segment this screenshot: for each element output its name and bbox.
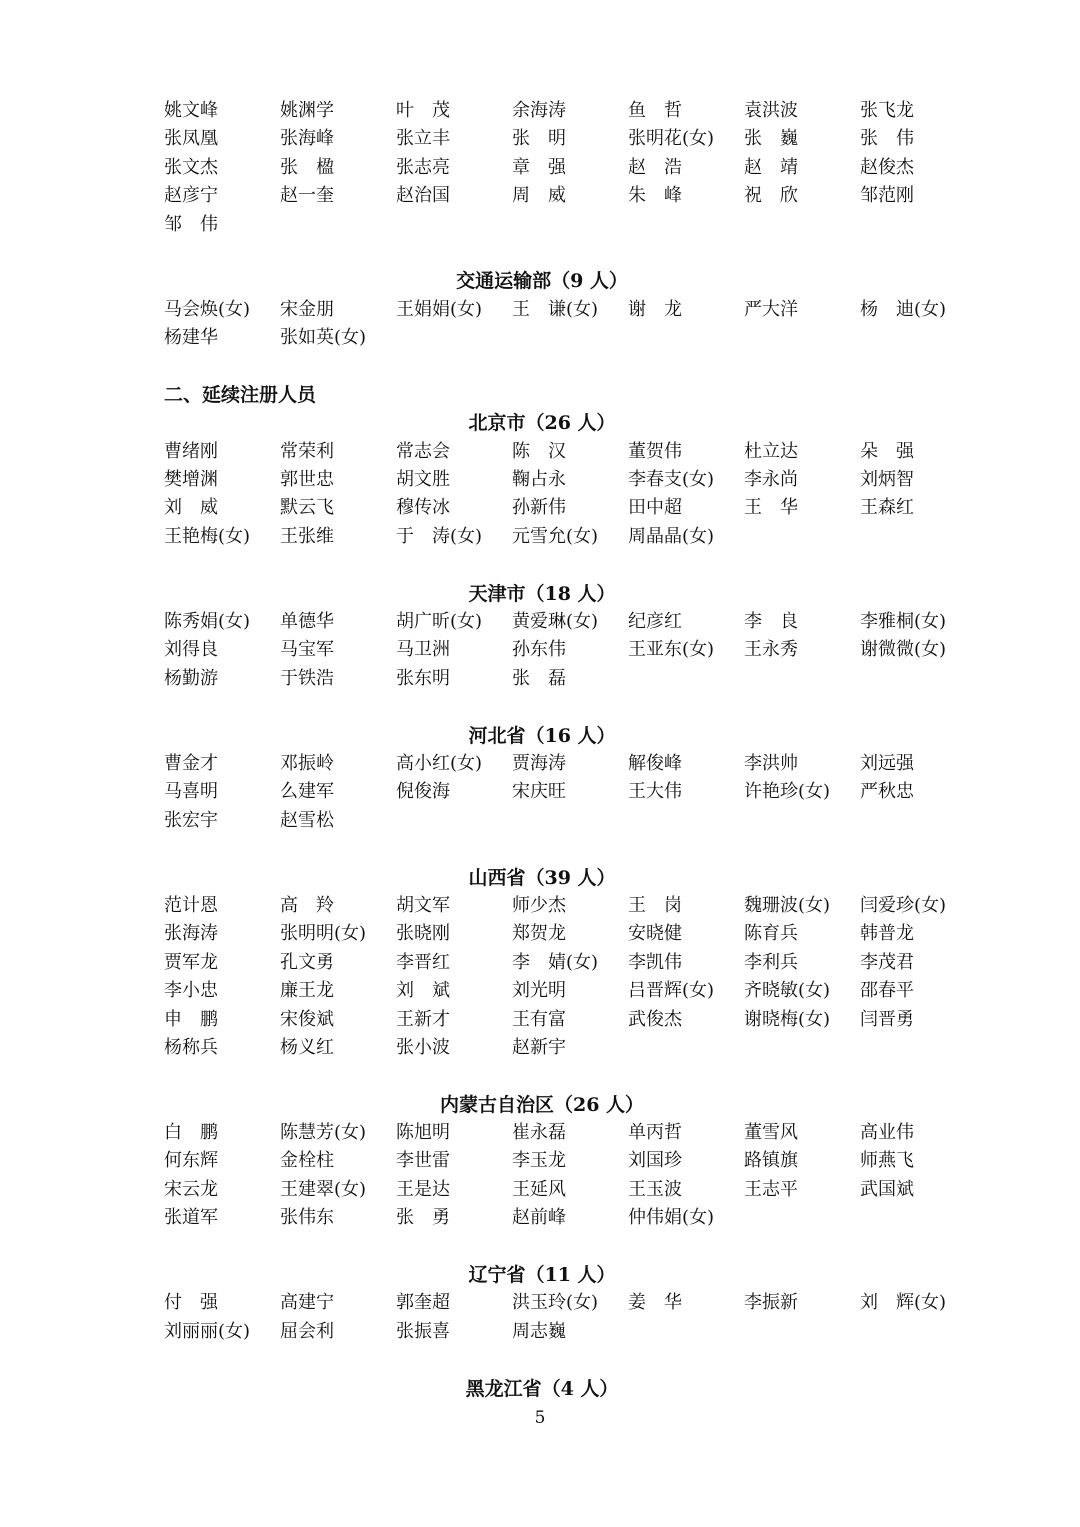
person-name: 刘 斌 xyxy=(396,980,450,1002)
content-area xyxy=(164,97,976,1403)
person-name: 张宏宇 xyxy=(164,809,218,831)
name-grid-transport xyxy=(164,296,976,353)
name-grid xyxy=(164,750,976,835)
person-name: 郭世忠 xyxy=(280,469,334,491)
person-name: 倪俊海 xyxy=(396,781,450,803)
spacer xyxy=(164,1062,976,1090)
person-name: 师燕飞 xyxy=(860,1150,914,1172)
person-name: 严大洋 xyxy=(744,298,798,320)
person-name: 谢晓梅(女) xyxy=(744,1008,831,1030)
person-name: 刘远强 xyxy=(860,752,914,774)
person-name: 王艳梅(女) xyxy=(164,525,251,547)
person-name: 仲伟娟(女) xyxy=(628,1207,715,1229)
person-name: 王永秀 xyxy=(744,639,798,661)
person-name: 高建宁 xyxy=(280,1292,334,1314)
person-name: 王玉波 xyxy=(628,1178,682,1200)
person-name: 张凤凰 xyxy=(164,128,218,150)
person-name: 李小忠 xyxy=(164,980,218,1002)
person-name: 胡广昕(女) xyxy=(396,611,483,633)
person-name: 姚渊学 xyxy=(280,100,334,121)
person-name: 王有富 xyxy=(512,1008,566,1030)
person-name: 张明花(女) xyxy=(628,128,715,150)
person-name: 叶 茂 xyxy=(396,100,450,121)
person-name: 王森红 xyxy=(860,497,914,519)
person-name: 安晓健 xyxy=(628,923,682,945)
person-name: 宋庆旺 xyxy=(512,781,566,803)
person-name: 李雅桐(女) xyxy=(860,611,947,633)
person-name: 李茂君 xyxy=(860,951,914,973)
person-name: 田中超 xyxy=(628,497,682,519)
person-name: 穆传冰 xyxy=(396,497,450,519)
person-name: 周志巍 xyxy=(512,1320,566,1342)
person-name: 高 羚 xyxy=(280,894,334,916)
person-name: 黄爱琳(女) xyxy=(512,611,599,633)
person-name: 郑贺龙 xyxy=(512,923,566,945)
name-grid xyxy=(164,892,976,1062)
person-name: 王 华 xyxy=(744,497,798,519)
person-name: 杨勤游 xyxy=(164,667,218,689)
person-name: 高业伟 xyxy=(860,1122,914,1144)
person-name: 张志亮 xyxy=(396,156,450,178)
person-name: 祝 欣 xyxy=(744,185,798,207)
person-name: 曹绪刚 xyxy=(164,440,218,462)
person-name: 付 强 xyxy=(164,1292,218,1314)
person-name: 周 威 xyxy=(512,185,566,207)
person-name: 赵 靖 xyxy=(744,156,798,178)
person-name: 李晋红 xyxy=(396,951,450,973)
person-name: 郭奎超 xyxy=(396,1292,450,1314)
person-name: 何东辉 xyxy=(164,1150,218,1172)
person-name: 纪彦红 xyxy=(628,611,682,633)
person-name: 赵雪松 xyxy=(280,809,334,831)
person-name: 王娟娟(女) xyxy=(396,298,483,320)
spacer xyxy=(164,1346,976,1374)
province-groups xyxy=(164,409,976,1374)
province-heading: 内蒙古自治区（26 人） xyxy=(439,1093,645,1116)
person-name: 齐晓敏(女) xyxy=(744,980,831,1002)
heading-heilongjiang: 黑龙江省（4 人） xyxy=(465,1377,619,1400)
person-name: 杜立达 xyxy=(744,440,798,462)
person-name: 默云飞 xyxy=(280,497,334,519)
person-name: 陈育兵 xyxy=(744,923,798,945)
person-name: 王张维 xyxy=(280,525,334,547)
person-name: 张振喜 xyxy=(396,1320,450,1342)
person-name: 马喜明 xyxy=(164,781,218,803)
person-name: 张如英(女) xyxy=(280,327,367,349)
person-name: 张飞龙 xyxy=(860,100,914,121)
person-name: 刘 威 xyxy=(164,497,218,519)
person-name: 姚文峰 xyxy=(164,100,218,121)
person-name: 严秋忠 xyxy=(860,781,914,803)
person-name: 张东明 xyxy=(396,667,450,689)
spacer xyxy=(164,551,976,579)
person-name: 洪玉玲(女) xyxy=(512,1292,599,1314)
heading-transport: 交通运输部（9 人） xyxy=(456,270,628,293)
person-name: 武俊杰 xyxy=(628,1008,682,1030)
person-name: 赵前峰 xyxy=(512,1207,566,1229)
person-name: 鞠占永 xyxy=(512,469,566,491)
person-name: 张道军 xyxy=(164,1207,218,1229)
person-name: 张明明(女) xyxy=(280,923,367,945)
person-name: 金栓柱 xyxy=(280,1150,334,1172)
person-name: 杨称兵 xyxy=(164,1036,218,1058)
person-name: 闫爱珍(女) xyxy=(860,894,947,916)
person-name: 李玉龙 xyxy=(512,1150,566,1172)
spacer xyxy=(164,239,976,267)
person-name: 王是达 xyxy=(396,1178,450,1200)
spacer xyxy=(164,835,976,863)
person-name: 袁洪波 xyxy=(744,100,798,121)
person-name: 谢微微(女) xyxy=(860,639,947,661)
person-name: 申 鹏 xyxy=(164,1008,218,1030)
person-name: 王新才 xyxy=(396,1008,450,1030)
person-name: 贾海涛 xyxy=(512,752,566,774)
person-name: 章 强 xyxy=(512,156,566,178)
person-name: 张 磊 xyxy=(512,667,566,689)
person-name: 胡文军 xyxy=(396,894,450,916)
person-name: 刘 辉(女) xyxy=(860,1292,947,1314)
person-name: 陈 汉 xyxy=(512,440,566,462)
person-name: 魏珊波(女) xyxy=(744,894,831,916)
spacer xyxy=(164,693,976,721)
person-name: 刘得良 xyxy=(164,639,218,661)
page-number: 5 xyxy=(534,1408,546,1428)
person-name: 董雪风 xyxy=(744,1122,798,1144)
person-name: 屈会利 xyxy=(280,1320,334,1342)
person-name: 樊增渊 xyxy=(164,469,218,491)
person-name: 刘国珍 xyxy=(628,1150,682,1172)
province-heading: 辽宁省（11 人） xyxy=(468,1264,616,1287)
person-name: 张立丰 xyxy=(396,128,450,150)
person-name: 张晓刚 xyxy=(396,923,450,945)
person-name: 刘光明 xyxy=(512,980,566,1002)
person-name: 赵彦宁 xyxy=(164,185,218,207)
person-name: 邵春平 xyxy=(860,980,914,1002)
person-name: 鱼 哲 xyxy=(628,100,682,121)
person-name: 谢 龙 xyxy=(628,298,682,320)
person-name: 于 涛(女) xyxy=(396,525,483,547)
person-name: 宋云龙 xyxy=(164,1178,218,1200)
person-name: 赵一奎 xyxy=(280,185,334,207)
person-name: 师少杰 xyxy=(512,894,566,916)
person-name: 李永尚 xyxy=(744,469,798,491)
person-name: 张 伟 xyxy=(860,128,914,150)
person-name: 路镇旗 xyxy=(744,1150,798,1172)
person-name: 邹范刚 xyxy=(860,185,914,207)
person-name: 常荣利 xyxy=(280,440,334,462)
person-name: 宋金朋 xyxy=(280,298,334,320)
person-name: 赵新宇 xyxy=(512,1036,566,1058)
province-heading: 天津市（18 人） xyxy=(468,582,616,605)
person-name: 武国斌 xyxy=(860,1178,914,1200)
person-name: 闫晋勇 xyxy=(860,1008,914,1030)
person-name: 王 岗 xyxy=(628,894,682,916)
person-name: 孙东伟 xyxy=(512,639,566,661)
person-name: 张伟东 xyxy=(280,1207,334,1229)
person-name: 李 良 xyxy=(744,611,798,633)
person-name: 李春支(女) xyxy=(628,469,715,491)
person-name: 张小波 xyxy=(396,1036,450,1058)
person-name: 王志平 xyxy=(744,1178,798,1200)
person-name: 单丙哲 xyxy=(628,1122,682,1144)
person-name: 许艳珍(女) xyxy=(744,781,831,803)
person-name: 张文杰 xyxy=(164,156,218,178)
person-name: 单德华 xyxy=(280,611,334,633)
person-name: 范计恩 xyxy=(164,894,218,916)
person-name: 余海涛 xyxy=(512,100,566,121)
person-name: 姜 华 xyxy=(628,1292,682,1314)
person-name: 王延风 xyxy=(512,1178,566,1200)
person-name: 马卫洲 xyxy=(396,639,450,661)
person-name: 陈旭明 xyxy=(396,1122,450,1144)
person-name: 韩普龙 xyxy=(860,923,914,945)
person-name: 赵 浩 xyxy=(628,156,682,178)
name-grid xyxy=(164,1119,976,1233)
spacer xyxy=(164,1233,976,1261)
person-name: 董贺伟 xyxy=(628,440,682,462)
person-name: 贾军龙 xyxy=(164,951,218,973)
name-grid xyxy=(164,608,976,693)
person-name: 陈秀娟(女) xyxy=(164,611,251,633)
province-heading: 山西省（39 人） xyxy=(468,866,616,889)
person-name: 王亚东(女) xyxy=(628,639,715,661)
person-name: 解俊峰 xyxy=(628,752,682,774)
person-name: 李利兵 xyxy=(744,951,798,973)
person-name: 杨 迪(女) xyxy=(860,298,947,320)
person-name: 马宝军 xyxy=(280,639,334,661)
person-name: 马会焕(女) xyxy=(164,298,251,320)
spacer xyxy=(164,353,976,381)
person-name: 周晶晶(女) xyxy=(628,525,715,547)
person-name: 胡文胜 xyxy=(396,469,450,491)
person-name: 刘丽丽(女) xyxy=(164,1320,251,1342)
person-name: 孔文勇 xyxy=(280,951,334,973)
person-name: 孙新伟 xyxy=(512,497,566,519)
person-name: 朵 强 xyxy=(860,440,914,462)
person-name: 李凯伟 xyxy=(628,951,682,973)
section-title-renewal: 二、延续注册人员 xyxy=(164,383,317,406)
person-name: 常志会 xyxy=(396,440,450,462)
person-name: 张海涛 xyxy=(164,923,218,945)
person-name: 崔永磊 xyxy=(512,1122,566,1144)
province-heading: 河北省（16 人） xyxy=(468,724,616,747)
person-name: 宋俊斌 xyxy=(280,1008,334,1030)
person-name: 王大伟 xyxy=(628,781,682,803)
person-name: 吕晋辉(女) xyxy=(628,980,715,1002)
person-name: 王建翠(女) xyxy=(280,1178,367,1200)
person-name: 杨义红 xyxy=(280,1036,334,1058)
person-name: 王 谦(女) xyxy=(512,298,599,320)
person-name: 李振新 xyxy=(744,1292,798,1314)
person-name: 元雪允(女) xyxy=(512,525,599,547)
name-grid xyxy=(164,438,976,552)
name-grid xyxy=(164,1289,976,1346)
person-name: 邓振岭 xyxy=(280,752,334,774)
person-name: 张 明 xyxy=(512,128,566,150)
person-name: 李 婧(女) xyxy=(512,951,599,973)
person-name: 邹 伟 xyxy=(164,213,218,235)
person-name: 朱 峰 xyxy=(628,185,682,207)
person-name: 李洪帅 xyxy=(744,752,798,774)
person-name: 白 鹏 xyxy=(164,1122,218,1144)
name-grid-top xyxy=(164,97,976,239)
person-name: 张 巍 xyxy=(744,128,798,150)
person-name: 高小红(女) xyxy=(396,752,483,774)
person-name: 杨建华 xyxy=(164,327,218,349)
person-name: 张 勇 xyxy=(396,1207,450,1229)
person-name: 张 楹 xyxy=(280,156,334,178)
person-name: 刘炳智 xyxy=(860,469,914,491)
person-name: 陈慧芳(女) xyxy=(280,1122,367,1144)
person-name: 张海峰 xyxy=(280,128,334,150)
person-name: 曹金才 xyxy=(164,752,218,774)
person-name: 赵治国 xyxy=(396,185,450,207)
person-name: 么建军 xyxy=(280,781,334,803)
person-name: 赵俊杰 xyxy=(860,156,914,178)
person-name: 廉王龙 xyxy=(280,980,334,1002)
person-name: 李世雷 xyxy=(396,1150,450,1172)
province-heading: 北京市（26 人） xyxy=(468,412,616,435)
person-name: 于铁浩 xyxy=(280,667,334,689)
